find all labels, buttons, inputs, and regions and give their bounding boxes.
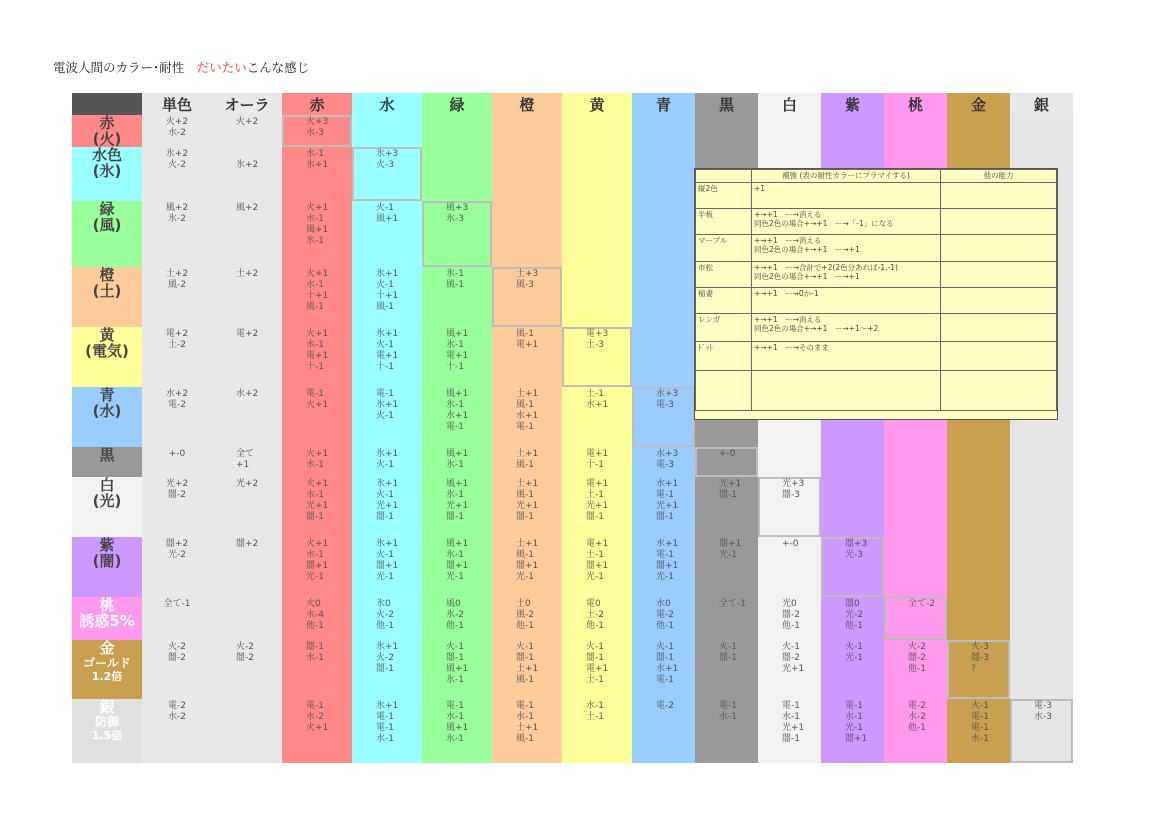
table-cell: 水+3 電-3 xyxy=(632,387,695,447)
table-cell: 火-1 闇-2 光+1 xyxy=(758,640,821,699)
table-cell: 火+2 xyxy=(212,115,282,147)
table-cell xyxy=(562,147,632,201)
info-blank-cell xyxy=(752,371,941,411)
table-cell: 風0 氷-2 他-1 xyxy=(422,597,492,640)
table-cell: 風+2 氷-2 xyxy=(142,201,212,267)
header-corner xyxy=(72,93,142,115)
table-cell xyxy=(352,115,422,147)
table-cell xyxy=(562,115,632,147)
table-cell: 氷+2 xyxy=(212,147,282,201)
info-row xyxy=(696,183,1057,209)
table-cell: 風+2 xyxy=(212,201,282,267)
table-cell xyxy=(212,699,282,763)
table-cell: 闇0 光-2 他-1 xyxy=(821,597,884,640)
table-cell xyxy=(422,147,492,201)
info-effect: +→+1 ー→0か-1 xyxy=(752,288,941,314)
table-cell xyxy=(884,447,947,477)
row-label-l3: 1.5倍 xyxy=(91,729,123,742)
table-cell: 電+2 xyxy=(212,327,282,387)
column-header: 青 xyxy=(632,93,695,115)
table-cell: 土+2 風-2 xyxy=(142,267,212,327)
table-cell: 土+3 風-3 xyxy=(492,267,562,327)
table-cell: 風+1 氷-1 光+1 闇-1 xyxy=(422,477,492,537)
info-blank-cell xyxy=(696,371,752,411)
row-label xyxy=(72,597,142,640)
table-cell xyxy=(422,115,492,147)
table-cell: 土-1 水+1 xyxy=(562,387,632,447)
row-label-l2: (氷) xyxy=(92,162,122,180)
table-cell: 水+1 電-1 闇+1 光-1 xyxy=(632,537,695,597)
table-cell: 水-1 氷+1 xyxy=(282,147,352,201)
table-cell: 氷0 火-2 他-1 xyxy=(352,597,422,640)
table-row xyxy=(72,447,1073,477)
table-cell: 電-1 水-1 光-1 闇+1 xyxy=(821,699,884,763)
table-cell xyxy=(492,147,562,201)
info-effect: +→+1 ー→消える 同色2色の場合+→+1 ー→「-1」になる xyxy=(752,209,941,235)
info-row xyxy=(696,288,1057,314)
table-cell: 土+1 風-1 xyxy=(492,447,562,477)
column-header: オーラ xyxy=(212,93,282,115)
table-cell xyxy=(212,597,282,640)
table-cell: 光+2 闇-2 xyxy=(142,477,212,537)
table-cell: 闇+3 光-3 xyxy=(821,537,884,597)
info-name: 半板 xyxy=(696,209,752,235)
header-row xyxy=(72,93,1073,115)
table-cell: 電-3 水-3 xyxy=(1010,699,1073,763)
row-label xyxy=(72,699,142,763)
table-cell: 全て-1 xyxy=(695,597,758,640)
title-prefix: 電波人間のカラー･耐性 xyxy=(53,60,197,75)
row-label-l1: 白 xyxy=(99,477,115,494)
row-label-l2: 誘惑5% xyxy=(79,612,135,630)
table-cell: 電+2 土-2 xyxy=(142,327,212,387)
info-effect: +1 xyxy=(752,183,941,209)
table-cell: 闇+1 光-1 xyxy=(695,537,758,597)
info-effect: +→+1 ー→合計で+2(2色分あれば-1,-1) 同色2色の場合+→+1 ー→+1 xyxy=(752,262,941,288)
table-cell xyxy=(947,477,1010,537)
table-cell: 土+1 風-1 水+1 電-1 xyxy=(492,387,562,447)
table-cell xyxy=(884,477,947,537)
table-cell: 氷+1 火-1 十+1 風-1 xyxy=(352,267,422,327)
info-effect: +→+1 ー→消える 同色2色の場合+→+1 ー→+1 xyxy=(752,235,941,262)
table-cell: 火-2 闇-2 xyxy=(212,640,282,699)
table-cell: 光+3 闇-3 xyxy=(758,477,821,537)
column-header: 黒 xyxy=(695,93,758,115)
table-cell: 氷+1 火-2 闇-1 xyxy=(352,640,422,699)
pattern-info-table xyxy=(695,169,1057,411)
table-cell: 全て-1 xyxy=(142,597,212,640)
info-row xyxy=(696,262,1057,288)
info-name: 縦2色 xyxy=(696,183,752,209)
table-cell: 火+1 水-1 闇+1 光-1 xyxy=(282,537,352,597)
table-row xyxy=(72,597,1073,640)
table-cell: 氷+1 火-1 光+1 闇-1 xyxy=(352,477,422,537)
table-cell: 電-1 水-1 風+1 氷-1 xyxy=(422,699,492,763)
table-cell xyxy=(1010,115,1073,147)
table-cell: 氷-1 風-1 xyxy=(422,267,492,327)
table-cell xyxy=(884,537,947,597)
row-label-l1: 黒 xyxy=(99,447,115,464)
table-cell xyxy=(947,115,1010,147)
column-header: 金 xyxy=(947,93,1010,115)
row-label xyxy=(72,537,142,597)
table-cell xyxy=(821,477,884,537)
info-name: 市松 xyxy=(696,262,752,288)
table-cell: 水+3 電-3 xyxy=(632,447,695,477)
column-header: 水 xyxy=(352,93,422,115)
row-label xyxy=(72,447,142,477)
table-row xyxy=(72,640,1073,699)
table-cell: +-0 xyxy=(758,537,821,597)
table-cell xyxy=(821,447,884,477)
table-cell xyxy=(695,115,758,147)
info-effect: +→+1 ー→そのまま xyxy=(752,342,941,371)
table-cell: 電0 土-2 他-1 xyxy=(562,597,632,640)
info-other xyxy=(941,342,1057,371)
column-header: 桃 xyxy=(884,93,947,115)
table-cell: 火-1 電-1 電-1 水-1 xyxy=(947,699,1010,763)
table-cell xyxy=(492,201,562,267)
row-label-l1: 赤 xyxy=(99,115,115,132)
table-cell xyxy=(492,115,562,147)
table-cell: 火-1 闇-1 xyxy=(695,640,758,699)
column-header: 黄 xyxy=(562,93,632,115)
column-header: 橙 xyxy=(492,93,562,115)
table-cell: 電-2 水-2 xyxy=(142,699,212,763)
table-cell: 電-2 水-2 他-1 xyxy=(884,699,947,763)
row-label-l1: 紫 xyxy=(99,537,115,554)
row-label-l1: 黄 xyxy=(99,327,115,344)
row-label xyxy=(72,327,142,387)
info-row xyxy=(696,235,1057,262)
table-cell: 火0 水-4 他-1 xyxy=(282,597,352,640)
table-cell: 風+1 氷-1 水+1 電-1 xyxy=(422,387,492,447)
table-cell xyxy=(1010,477,1073,537)
table-cell: 電-1 水-1 光+1 闇-1 xyxy=(758,699,821,763)
row-label-l2: (風) xyxy=(92,216,122,234)
row-label xyxy=(72,387,142,447)
column-header: 緑 xyxy=(422,93,492,115)
table-cell: 電-1 水-2 火+1 xyxy=(282,699,352,763)
table-row xyxy=(72,537,1073,597)
title-suffix: こんな感じ xyxy=(246,60,310,75)
table-cell: 土+1 風-1 闇+1 光-1 xyxy=(492,537,562,597)
info-other xyxy=(941,314,1057,342)
table-cell: 火-1 風+1 xyxy=(352,201,422,267)
row-label xyxy=(72,147,142,201)
table-cell: 火+3 水-3 xyxy=(282,115,352,147)
column-header: 白 xyxy=(758,93,821,115)
table-cell: 火-1 闇-1 電+1 土-1 xyxy=(562,640,632,699)
table-cell: 火+1 水-1 光+1 闇-1 xyxy=(282,477,352,537)
info-blank-row xyxy=(696,371,1057,411)
info-other xyxy=(941,183,1057,209)
table-cell: 光+1 闇-1 xyxy=(695,477,758,537)
row-label-l2: (電気) xyxy=(85,342,129,360)
row-label-l2: (水) xyxy=(92,402,122,420)
table-cell: 全て +1 xyxy=(212,447,282,477)
table-cell xyxy=(947,447,1010,477)
table-cell: 氷+2 火-2 xyxy=(142,147,212,201)
table-row xyxy=(72,699,1073,763)
row-label-l1: 桃 xyxy=(99,597,115,614)
row-label-l2: (闇) xyxy=(92,552,122,570)
info-header-row xyxy=(696,170,1057,183)
table-cell: 闇+2 xyxy=(212,537,282,597)
info-name: レンガ xyxy=(696,314,752,342)
table-cell: 火-2 闇-2 xyxy=(142,640,212,699)
pattern-info-box xyxy=(694,168,1058,420)
table-cell: 火-1 闇-1 風+1 氷-1 xyxy=(422,640,492,699)
table-row xyxy=(72,115,1073,147)
table-cell: 氷+1 電-1 電-1 水-1 xyxy=(352,699,422,763)
table-cell: 土0 風-2 他-1 xyxy=(492,597,562,640)
info-header-cell: 補強 (表の耐性カラーにプラマイする) xyxy=(752,170,941,183)
row-label-l2: ゴールド xyxy=(83,656,131,670)
row-label-l2: 防御 xyxy=(94,715,119,729)
row-label-l1: 水色 xyxy=(91,147,122,164)
table-cell: 電-1 水-1 xyxy=(695,699,758,763)
table-cell xyxy=(1010,597,1073,640)
table-row xyxy=(72,477,1073,537)
table-cell xyxy=(1010,447,1073,477)
table-cell xyxy=(947,537,1010,597)
row-label-l2: (火) xyxy=(92,130,122,147)
table-cell xyxy=(632,267,695,327)
info-name: マーブル xyxy=(696,235,752,262)
table-cell: 電+1 土-1 光+1 闇-1 xyxy=(562,477,632,537)
row-label xyxy=(72,640,142,699)
table-cell: 電+1 十-1 xyxy=(562,447,632,477)
table-cell: 水+2 xyxy=(212,387,282,447)
table-cell xyxy=(632,201,695,267)
row-label-l2: (土) xyxy=(92,282,122,300)
table-cell xyxy=(821,115,884,147)
info-header-cell: 他の能力 xyxy=(941,170,1057,183)
row-label xyxy=(72,201,142,267)
column-header: 銀 xyxy=(1010,93,1073,115)
table-cell: 氷+1 火-1 闇+1 光-1 xyxy=(352,537,422,597)
table-cell: 火+2 水-2 xyxy=(142,115,212,147)
row-label xyxy=(72,267,142,327)
table-cell xyxy=(562,267,632,327)
page-title xyxy=(53,58,309,76)
table-cell xyxy=(632,115,695,147)
row-label-l1: 金 xyxy=(99,640,115,657)
table-cell: 火+1 水-1 風+1 氷-1 xyxy=(282,201,352,267)
table-cell: 氷+1 火-1 xyxy=(352,447,422,477)
row-label-l3: 1.2倍 xyxy=(91,670,123,683)
table-cell: 電+1 土-1 闇+1 光-1 xyxy=(562,537,632,597)
table-cell xyxy=(758,115,821,147)
table-cell: 水0 電-2 他-1 xyxy=(632,597,695,640)
table-cell: 電+3 土-3 xyxy=(562,327,632,387)
table-cell xyxy=(947,597,1010,640)
column-header: 紫 xyxy=(821,93,884,115)
table-cell: 風+1 氷-1 xyxy=(422,447,492,477)
info-row xyxy=(696,314,1057,342)
table-cell: 水+2 電-2 xyxy=(142,387,212,447)
table-cell: 電-1 水-1 土+1 風-1 xyxy=(492,699,562,763)
row-label-l1: 銀 xyxy=(99,699,115,716)
column-header: 赤 xyxy=(282,93,352,115)
row-label-l2: (光) xyxy=(92,492,122,510)
table-cell: 水+1 電-1 光+1 闇-1 xyxy=(632,477,695,537)
table-cell: 光0 闇-2 他-1 xyxy=(758,597,821,640)
table-cell: 風+3 氷-3 xyxy=(422,201,492,267)
table-cell: 氷+3 火-3 xyxy=(352,147,422,201)
table-cell: 火-3 闇-3 ? xyxy=(947,640,1010,699)
row-label xyxy=(72,115,142,147)
table-cell: 風-1 電+1 xyxy=(492,327,562,387)
table-cell xyxy=(632,147,695,201)
table-cell: 火-1 闇-1 土+1 風-1 xyxy=(492,640,562,699)
info-name: 稲妻 xyxy=(696,288,752,314)
table-cell xyxy=(758,447,821,477)
info-name: ﾄﾞｯﾄ xyxy=(696,342,752,371)
table-cell: 火-2 闇-2 他-1 xyxy=(884,640,947,699)
table-cell: 電-1 火+1 xyxy=(282,387,352,447)
table-cell: 土+1 風-1 光+1 闇-1 xyxy=(492,477,562,537)
table-cell: +-0 xyxy=(695,447,758,477)
info-row xyxy=(696,209,1057,235)
table-cell: 火-1 闇-1 水+1 電-1 xyxy=(632,640,695,699)
table-cell: 全て-2 xyxy=(884,597,947,640)
table-cell: 闇-1 水-1 xyxy=(282,640,352,699)
table-cell xyxy=(632,327,695,387)
table-cell xyxy=(1010,640,1073,699)
table-cell: 闇+2 光-2 xyxy=(142,537,212,597)
table-cell: 水-1 土-1 xyxy=(562,699,632,763)
table-cell xyxy=(562,201,632,267)
info-header-cell xyxy=(696,170,752,183)
table-cell xyxy=(884,115,947,147)
table-cell: 火+1 水-1 xyxy=(282,447,352,477)
table-cell: 風+1 氷-1 闇+1 光-1 xyxy=(422,537,492,597)
row-label-l1: 緑 xyxy=(99,201,115,218)
info-other xyxy=(941,288,1057,314)
info-blank-cell xyxy=(941,371,1057,411)
info-other xyxy=(941,262,1057,288)
info-other xyxy=(941,235,1057,262)
row-label xyxy=(72,477,142,537)
row-label-l1: 青 xyxy=(99,387,115,404)
info-other xyxy=(941,209,1057,235)
table-cell: +-0 xyxy=(142,447,212,477)
title-highlight: だいたい xyxy=(196,60,247,75)
table-cell: 火+1 水-1 電+1 十-1 xyxy=(282,327,352,387)
table-cell: 電-1 氷+1 火-1 xyxy=(352,387,422,447)
table-cell: 火+1 水-1 十+1 風-1 xyxy=(282,267,352,327)
table-cell: 土+2 xyxy=(212,267,282,327)
table-cell: 光+2 xyxy=(212,477,282,537)
table-cell: 氷+1 火-1 電+1 十-1 xyxy=(352,327,422,387)
table-cell xyxy=(1010,537,1073,597)
info-effect: +→+1 ー→消える 同色2色の場合+→+1 ー→+1～+2 xyxy=(752,314,941,342)
table-cell: 電-2 xyxy=(632,699,695,763)
row-label-l1: 橙 xyxy=(99,267,115,284)
info-row xyxy=(696,342,1057,371)
table-cell: 風+1 氷-1 電+1 十-1 xyxy=(422,327,492,387)
column-header: 単色 xyxy=(142,93,212,115)
table-cell: 火-1 光-1 xyxy=(821,640,884,699)
